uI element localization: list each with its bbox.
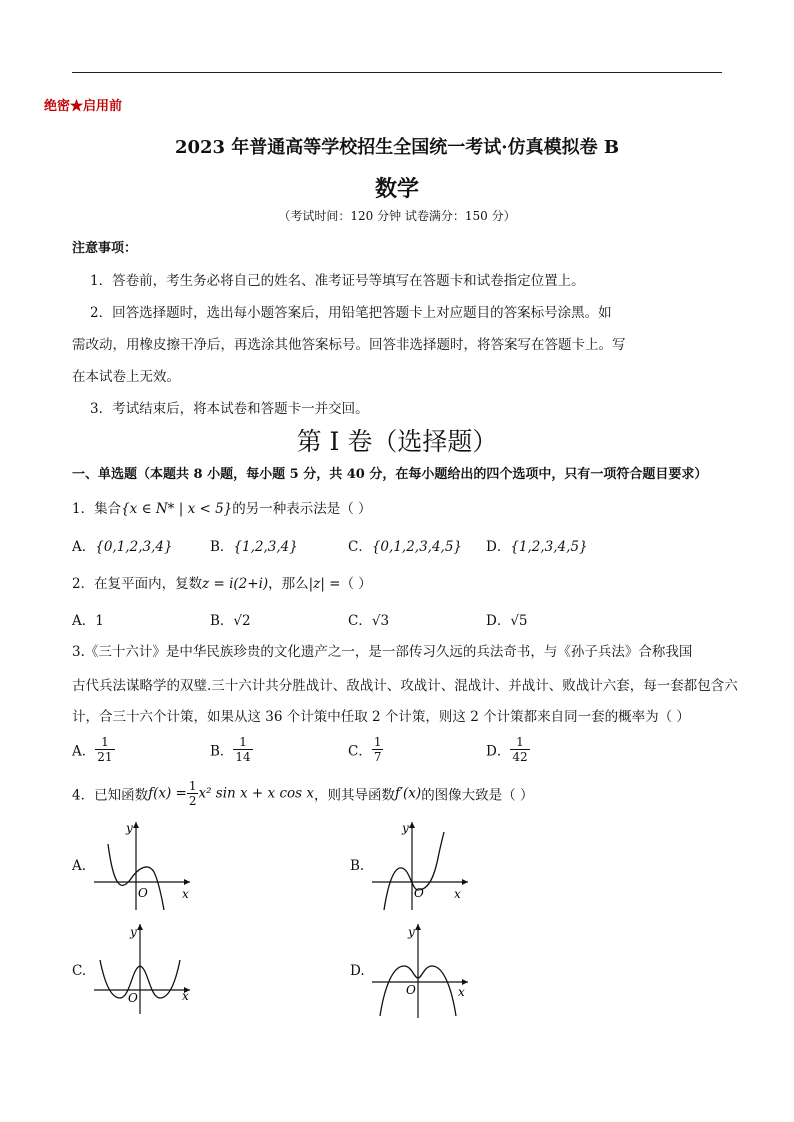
subject-title: 数学 <box>374 176 419 202</box>
q3-option-b[interactable]: B． $\frac{1}{14}$ <box>210 735 251 764</box>
q1-suffix: 的另一种表示法是（ ） <box>232 501 372 517</box>
question-4: 4．已知函数f(x) = $\frac{1}{2}$ x² sin x + x cos x，则其导函数f′(x)的图像大致是（ ） <box>72 779 534 808</box>
q3-line: 计，合三十六个计策，如果从这 36 个计策中任取 2 个计策，则这 2 个计策都来自同一套的概率为（ ） <box>72 709 690 725</box>
exam-meta: （考试时间：120 分钟 试卷满分：150 分） <box>278 209 516 223</box>
exam-title: 2023 年普通高等学校招生全国统一考试·仿真模拟卷 B <box>174 137 620 158</box>
svg-text:O: O <box>406 983 416 997</box>
q2-modulus: |z| = <box>308 576 341 592</box>
notice-item: 需改动，用橡皮擦干净后，再选涂其他答案标号。回答非选择题时，将答案写在答题卡上。写 <box>72 337 626 353</box>
svg-text:x: x <box>454 887 461 901</box>
q4-option-a-label[interactable]: A. <box>72 858 87 874</box>
q2-option-c[interactable]: C．√3 <box>348 613 390 629</box>
q4-graph-c[interactable] <box>90 920 200 1016</box>
q3-line: 3.《三十六计》是中华民族珍贵的文化遗产之一，是一部传习久远的兵法奇书，与《孙子兵法》合称我国 <box>72 644 693 660</box>
q1-option-b[interactable]: B．{1,2,3,4} <box>210 539 298 555</box>
q4-option-b-label[interactable]: B. <box>350 858 365 874</box>
q4-option-c-label[interactable]: C. <box>72 963 87 979</box>
notice-item: 1．答卷前，考生务必将自己的姓名、准考证号等填写在答题卡和试卷指定位置上。 <box>90 273 585 289</box>
question-1 <box>72 497 372 517</box>
top-rule <box>72 72 722 73</box>
q1-set: {x ∈ N* | x < 5} <box>121 501 233 517</box>
svg-text:x: x <box>182 989 189 1003</box>
svg-text:y: y <box>130 925 137 939</box>
part-title: 第 I 卷（选择题） <box>296 427 498 456</box>
q1-option-d[interactable]: D．{1,2,3,4,5} <box>486 539 588 555</box>
q2-option-a[interactable]: A．1 <box>72 613 104 629</box>
q3-line: 古代兵法谋略学的双璧.三十六计共分胜战计、敌战计、攻战计、混战计、并战计、败战计六套，每一套都包含六 <box>72 678 738 694</box>
q4-option-d-label[interactable]: D. <box>350 963 365 979</box>
section-heading: 一、单选题（本题共 8 小题，每小题 5 分，共 40 分，在每小题给出的四个选项中，只有一项符合题目要求） <box>72 467 708 482</box>
svg-text:x: x <box>182 887 189 901</box>
q4-graph-b[interactable] <box>368 818 478 914</box>
q4-graph-d[interactable] <box>368 920 478 1020</box>
q4-graph-a[interactable] <box>90 818 200 914</box>
notice-item: 在本试卷上无效。 <box>72 369 180 385</box>
svg-text:O: O <box>138 886 148 900</box>
svg-text:O: O <box>128 991 138 1005</box>
q1-prefix: 1．集合 <box>72 501 122 517</box>
q3-option-d[interactable]: D． $\frac{1}{42}$ <box>486 735 528 764</box>
notice-heading: 注意事项： <box>72 241 138 256</box>
question-2: 2．在复平面内，复数z = i(2+i)，那么|z| =（ ） <box>72 576 372 592</box>
svg-text:x: x <box>458 985 465 999</box>
q2-expr: z = i(2+i) <box>202 576 269 592</box>
q3-option-c[interactable]: C． $\frac{1}{7}$ <box>348 735 382 764</box>
q1-option-a[interactable]: A．{0,1,2,3,4} <box>72 539 173 555</box>
svg-text:y: y <box>402 821 409 835</box>
q1-option-c[interactable]: C．{0,1,2,3,4,5} <box>348 539 463 555</box>
svg-text:O: O <box>414 886 424 900</box>
q2-option-d[interactable]: D．√5 <box>486 613 528 629</box>
notice-item: 3．考试结束后，将本试卷和答题卡一并交回。 <box>90 401 369 417</box>
q2-option-b[interactable]: B．√2 <box>210 613 251 629</box>
secret-mark: 绝密★启用前 <box>44 99 123 114</box>
svg-text:y: y <box>408 925 415 939</box>
svg-text:y: y <box>126 821 133 835</box>
notice-item: 2．回答选择题时，选出每小题答案后，用铅笔把答题卡上对应题目的答案标号涂黑。如 <box>90 305 612 321</box>
q3-option-a[interactable]: A． $\frac{1}{21}$ <box>72 735 113 764</box>
